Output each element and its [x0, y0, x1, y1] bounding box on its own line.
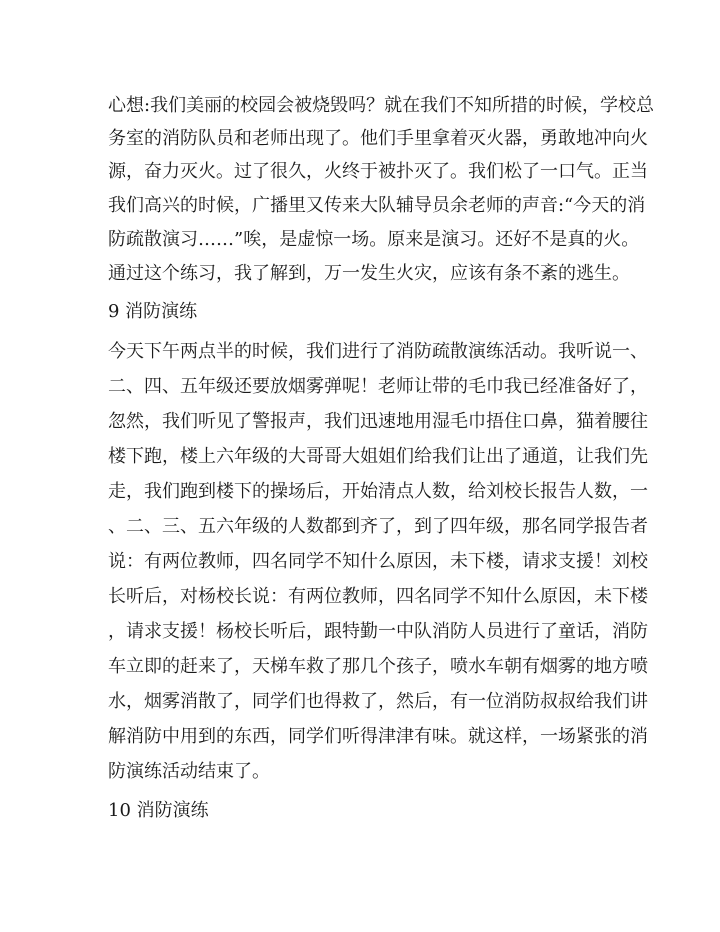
- paragraph-2-line-10: 车立即的赶来了，天梯车救了那几个孩子，喷水车朝有烟雾的地方喷: [108, 656, 648, 677]
- paragraph-2-line-3: 忽然，我们听见了警报声，我们迅速地用湿毛巾捂住口鼻，猫着腰往: [108, 411, 648, 432]
- paragraph-2-line-13: 防演练活动结束了。: [108, 761, 270, 782]
- paragraph-2-line-11: 水，烟雾消散了，同学们也得救了，然后，有一位消防叔叔给我们讲: [108, 691, 648, 712]
- paragraph-1-line-5: 防疏散演习……”唉，是虚惊一场。原来是演习。还好不是真的火。: [108, 229, 640, 250]
- paragraph-2-line-6: 、二、三、五六年级的人数都到齐了，到了四年级，那名同学报告者: [108, 516, 648, 537]
- paragraph-2-line-2: 二、四、五年级还要放烟雾弹呢！老师让带的毛巾我已经准备好了，: [108, 376, 648, 397]
- paragraph-2-line-7: 说：有两位教师，四名同学不知什么原因，未下楼，请求支援！刘校: [108, 551, 648, 572]
- paragraph-1-line-1: 心想:我们美丽的校园会被烧毁吗？就在我们不知所措的时候，学校总: [108, 95, 655, 116]
- paragraph-1-line-3: 源，奋力灭火。过了很久，火终于被扑灭了。我们松了一口气。正当: [108, 161, 648, 182]
- paragraph-2-line-8: 长听后，对杨校长说：有两位教师，四名同学不知什么原因，未下楼: [108, 586, 648, 607]
- paragraph-2-line-5: 走，我们跑到楼下的操场后，开始清点人数，给刘校长报告人数，一: [108, 481, 648, 502]
- paragraph-2-line-9: ，请求支援！杨校长听后，跟特勤一中队消防人员进行了童话，消防: [108, 621, 648, 642]
- paragraph-1-line-6: 通过这个练习，我了解到，万一发生火灾，应该有条不紊的逃生。: [108, 263, 630, 284]
- paragraph-1-line-4: 我们高兴的时候，广播里又传来大队辅导员余老师的声音:“今天的消: [108, 195, 646, 216]
- section-heading-10: 10 消防演练: [108, 800, 209, 821]
- paragraph-1-line-2: 务室的消防队员和老师出现了。他们手里拿着灭火器，勇敢地冲向火: [108, 128, 648, 149]
- paragraph-2-line-4: 楼下跑，楼上六年级的大哥哥大姐姐们给我们让出了通道，让我们先: [108, 446, 648, 467]
- paragraph-2-line-1: 今天下午两点半的时候，我们进行了消防疏散演练活动。我听说一、: [108, 341, 648, 362]
- section-heading-9: 9 消防演练: [108, 301, 198, 322]
- paragraph-2-line-12: 解消防中用到的东西，同学们听得津津有味。就这样，一场紧张的消: [108, 726, 648, 747]
